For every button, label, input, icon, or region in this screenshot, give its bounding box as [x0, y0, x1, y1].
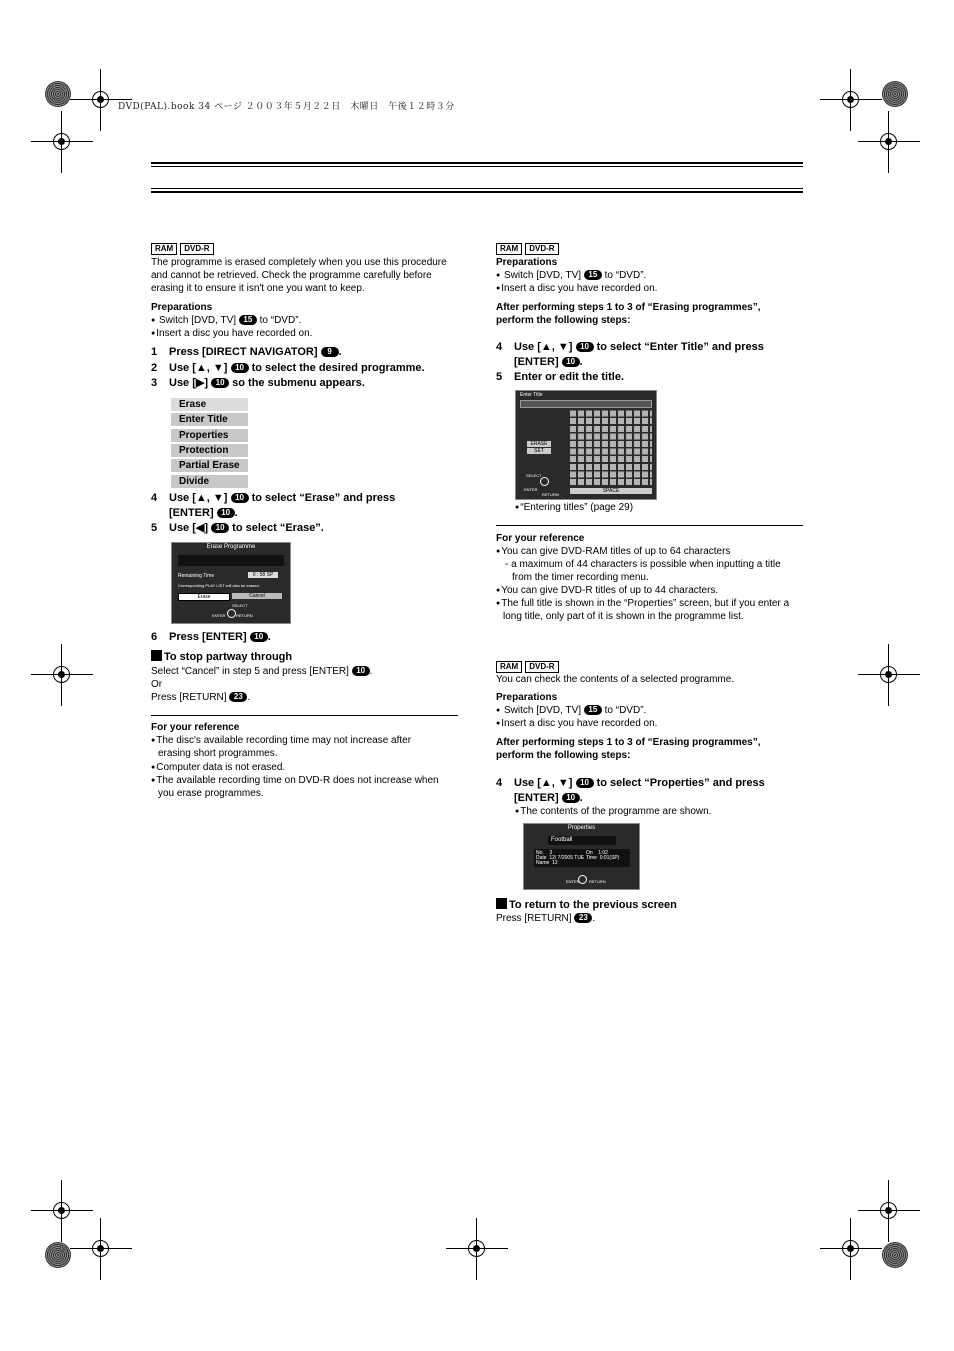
erase-screen-return: RETURN: [236, 613, 253, 618]
tag-ram: RAM: [496, 243, 522, 255]
enter-title-dpad-icon: [540, 477, 549, 486]
right2-after-2: perform the following steps:: [496, 750, 631, 761]
submenu-item-protection[interactable]: Protection: [171, 444, 248, 457]
left-step-4: 4 Use [▲, ▼] 10 to select “Erase” and press [ENTER] 10 .: [151, 492, 396, 519]
properties-time: Time 0:01(SP): [586, 855, 620, 861]
return-previous-line: Press [RETURN] 23 .: [496, 913, 596, 924]
registration-mark-bottom-left: [86, 1234, 116, 1264]
submenu-item-partial-erase[interactable]: Partial Erase: [171, 459, 248, 472]
left-intro: The programme is erased completely when you use this procedure and cannot be retrieved. Check the programme carefully before erasing it to ensure it isn't one you want to keep.: [151, 257, 447, 294]
registration-mark-left-upper: [47, 127, 77, 157]
left-ref-3b: you erase programmes.: [158, 788, 264, 799]
right1-ref-3b: long title, only part of it is shown in the programme list.: [503, 611, 744, 622]
square-bullet-icon: [151, 650, 162, 661]
entering-titles-ref: ● “Entering titles” (page 29): [515, 501, 633, 514]
properties-screen-title: Properties: [567, 825, 596, 831]
right2-contents: ● The contents of the programme are shown.: [515, 805, 711, 818]
right1-ref-1b: - a maximum of 44 characters is possible when inputting a title: [505, 559, 781, 570]
left-prep-1: ● Switch [DVD, TV] 15 to “DVD”.: [151, 314, 301, 327]
left-ref-3: ● The available recording time on DVD-R does not increase when: [151, 774, 439, 787]
corner-target-bottom-right: [882, 1242, 908, 1268]
left-step-1: 1 Press [DIRECT NAVIGATOR] 9 .: [151, 346, 342, 358]
left-ref-title: For your reference: [151, 722, 240, 733]
properties-screen: [523, 823, 640, 890]
left-ref-divider: [151, 715, 458, 716]
left-ref-1: ● The disc's available recording time may not increase after: [151, 734, 411, 747]
right2-prep-title: Preparations: [496, 692, 558, 703]
erase-screen-enter: ENTER: [212, 613, 226, 618]
erase-screen-remaining-value: 0 : 58 SP: [248, 572, 278, 578]
submenu-item-enter-title[interactable]: Enter Title: [171, 413, 248, 426]
left-ref-2: ● Computer data is not erased.: [151, 761, 285, 774]
left-step-2: 2 Use [▲, ▼] 10 to select the desired programme.: [151, 362, 425, 374]
enter-title-select: SELECT: [526, 473, 542, 478]
right1-ref-title: For your reference: [496, 533, 585, 544]
left-step-3: 3 Use [▶] 10 so the submenu appears.: [151, 377, 365, 389]
submenu-item-erase[interactable]: Erase: [171, 398, 248, 411]
registration-mark-top-left: [86, 85, 116, 115]
enter-title-screen-title: Enter Title: [520, 392, 543, 398]
right2-intro: You can check the contents of a selected programme.: [496, 674, 735, 685]
properties-enter: ENTER: [566, 879, 580, 884]
tag-ram: RAM: [151, 243, 177, 255]
enter-title-input[interactable]: [520, 400, 652, 408]
left-disc-tags: [151, 238, 217, 256]
properties-no: No. 3: [536, 850, 553, 856]
right1-ref-1: ● You can give DVD-RAM titles of up to 64 characters: [496, 545, 730, 558]
left-ref-1b: erasing short programmes.: [158, 748, 278, 759]
tag-dvd-r: DVD-R: [525, 243, 558, 255]
erase-screen-title: Erase Programme: [206, 544, 256, 550]
right1-prep-2: ● Insert a disc you have recorded on.: [496, 282, 657, 295]
erase-screen-banner: [178, 555, 284, 566]
character-grid-rows: [570, 409, 652, 485]
square-bullet-icon: [496, 898, 507, 909]
right1-ref-1c: from the timer recording menu.: [512, 572, 649, 583]
erase-screen-erase-button[interactable]: Erase: [178, 593, 230, 601]
stop-line-1: Select “Cancel” in step 5 and press [ENTER] 10 .: [151, 666, 373, 677]
header-rule-top: [151, 162, 803, 164]
corner-target-bottom-left: [45, 1242, 71, 1268]
tag-dvd-r: DVD-R: [180, 243, 213, 255]
erase-screen-cancel-button[interactable]: Cancel: [232, 593, 282, 599]
properties-dpad-icon: [578, 875, 587, 884]
enter-title-screen: [515, 390, 657, 500]
right1-ref-2: ● You can give DVD-R titles of up to 44 characters.: [496, 584, 718, 597]
right1-disc-tags: [496, 238, 562, 256]
erase-screen-note: Corresponding PLAY LIST will also be erased.: [178, 583, 260, 588]
registration-mark-left-mid: [47, 660, 77, 690]
erase-screen-remaining-label: Remaining Time: [178, 573, 215, 579]
right1-step-4: 4 Use [▲, ▼] 10 to select “Enter Title” and press [ENTER] 10 .: [496, 341, 764, 368]
submenu-item-properties[interactable]: Properties: [171, 429, 248, 442]
enter-title-enter: ENTER: [524, 487, 538, 492]
right2-disc-tags: [496, 656, 562, 674]
right1-prep-title: Preparations: [496, 257, 558, 268]
left-prep-title: Preparations: [151, 302, 213, 313]
stop-or: Or: [151, 679, 163, 690]
enter-title-return: RETURN: [542, 492, 559, 497]
enter-title-space-button[interactable]: SPACE: [570, 488, 652, 494]
registration-mark-right-lower: [874, 1196, 904, 1226]
properties-on: On 1:02: [586, 850, 608, 856]
left-step-6: 6 Press [ENTER] 10 .: [151, 631, 271, 643]
erase-programme-screen: [171, 542, 291, 624]
header-rule-bottom: [151, 191, 803, 193]
registration-mark-top-right: [836, 85, 866, 115]
right1-prep-1: ● Switch [DVD, TV] 15 to “DVD”.: [496, 269, 646, 282]
submenu-item-divide[interactable]: Divide: [171, 475, 248, 488]
right2-prep-1: ● Switch [DVD, TV] 15 to “DVD”.: [496, 704, 646, 717]
properties-date: Date 12/ 7/2005 TUE: [536, 855, 585, 861]
registration-mark-bottom-center: [462, 1234, 492, 1264]
enter-title-erase-button[interactable]: ERASE: [527, 441, 551, 447]
corner-target-top-right: [882, 81, 908, 107]
stop-partway-heading: To stop partway through: [151, 650, 292, 663]
return-previous-heading: To return to the previous screen: [496, 898, 677, 911]
registration-mark-left-lower: [47, 1196, 77, 1226]
tag-dvd-r: DVD-R: [525, 661, 558, 673]
properties-name-box: Football: [548, 836, 616, 845]
stop-line-2: Press [RETURN] 23 .: [151, 692, 251, 703]
erase-screen-select: SELECT: [232, 603, 248, 608]
right2-prep-2: ● Insert a disc you have recorded on.: [496, 717, 657, 730]
registration-mark-right-upper: [874, 127, 904, 157]
right2-after-1: After performing steps 1 to 3 of “Erasing programmes”,: [496, 737, 761, 748]
header-rule-bottom-thin: [151, 188, 803, 189]
left-step-5: 5 Use [◀] 10 to select “Erase”.: [151, 522, 324, 534]
right2-step-4: 4 Use [▲, ▼] 10 to select “Properties” and press [ENTER] 10 .: [496, 777, 765, 804]
properties-return: RETURN: [589, 879, 606, 884]
right1-ref-3: ● The full title is shown in the “Properties” screen, but if you enter a: [496, 597, 789, 610]
print-header: DVD(PAL).book 34 ページ ２００３年５月２２日 木曜日 午後１２時３分: [118, 102, 455, 112]
right1-after-1: After performing steps 1 to 3 of “Erasing programmes”,: [496, 302, 761, 313]
erase-screen-dpad-icon: [227, 609, 236, 618]
right1-step-5: 5 Enter or edit the title.: [496, 371, 625, 383]
registration-mark-right-mid: [874, 660, 904, 690]
header-rule-top-thin: [151, 166, 803, 167]
left-prep-2: ● Insert a disc you have recorded on.: [151, 327, 312, 340]
tag-ram: RAM: [496, 661, 522, 673]
right1-after-2: perform the following steps:: [496, 315, 631, 326]
corner-target-top-left: [45, 81, 71, 107]
properties-name: Name 12: [536, 860, 558, 866]
registration-mark-bottom-right: [836, 1234, 866, 1264]
enter-title-set-button[interactable]: SET: [527, 448, 551, 454]
right1-ref-divider: [496, 525, 803, 526]
